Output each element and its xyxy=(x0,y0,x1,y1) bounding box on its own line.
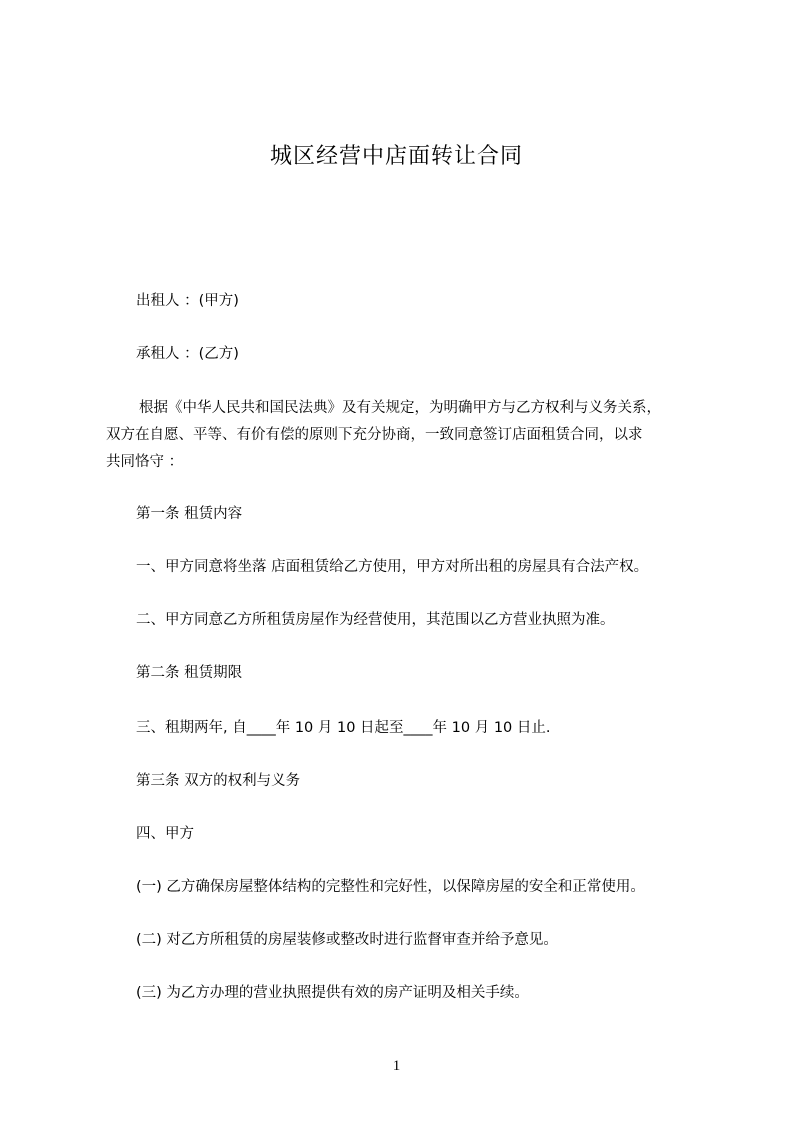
preamble-line-1: 根据《中华人民共和国民法典》及有关规定，为明确甲方与乙方权利与义务关系， xyxy=(139,400,661,416)
clause-item-1: 一、甲方同意将坐落 店面租赁给乙方使用，甲方对所出租的房屋具有合法产权。 xyxy=(136,559,649,575)
lessor-line: 出租人 ：(甲方) xyxy=(136,293,239,309)
document-title: 城区经营中店面转让合同 xyxy=(269,144,523,169)
sub-clause-3: (三) 为乙方办理的营业执照提供有效的房产证明及相关手续。 xyxy=(136,985,529,1001)
preamble-line-2: 双方在自愿、平等、有价有偿的原则下充分协商，一致同意签订店面租赁合同，以求 xyxy=(106,427,643,443)
page-number: 1 xyxy=(392,1058,401,1074)
clause-item-4: 四、甲方 xyxy=(136,826,194,842)
clause-item-2: 二、甲方同意乙方所租赁房屋作为经营使用，其范围以乙方营业执照为准。 xyxy=(136,612,615,628)
lessee-line: 承租人 ：(乙方) xyxy=(136,346,239,362)
clause-item-3: 三、租期两年, 自____年 10 月 10 日起至____年 10 月 10 日止. xyxy=(136,720,551,736)
article-3-heading: 第三条 双方的权利与义务 xyxy=(136,773,301,789)
preamble-line-3: 共同恪守 ： xyxy=(106,454,184,470)
article-1-heading: 第一条 租赁内容 xyxy=(136,506,243,522)
sub-clause-2: (二) 对乙方所租赁的房屋装修或整改时进行监督审查并给予意见。 xyxy=(136,932,558,948)
sub-clause-1: (一) 乙方确保房屋整体结构的完整性和完好性，以保障房屋的安全和正常使用。 xyxy=(136,879,645,895)
article-2-heading: 第二条 租赁期限 xyxy=(136,665,243,681)
